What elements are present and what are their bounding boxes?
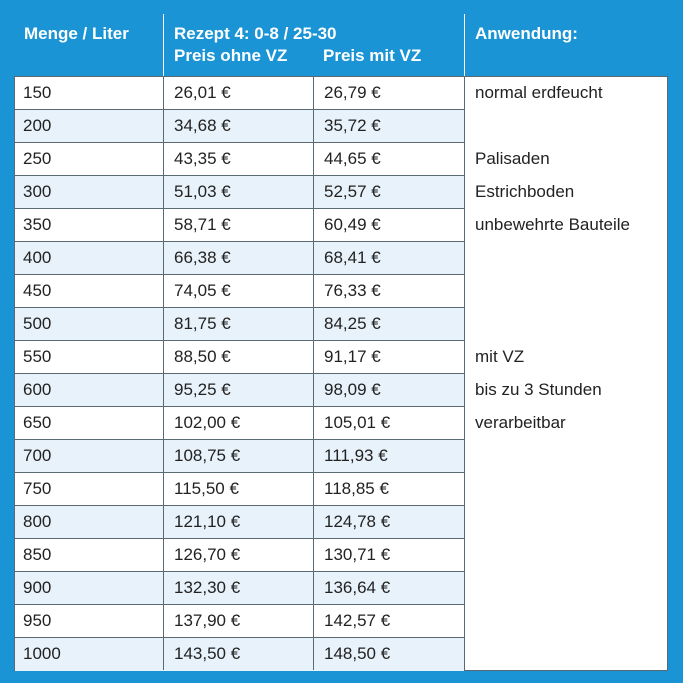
price-without-cell: 88,50 € (174, 347, 231, 366)
quantity-cell: 250 (23, 149, 52, 168)
price-with-cell: 124,78 € (324, 512, 391, 531)
price-without-cell: 34,68 € (174, 116, 231, 135)
price-with-cell: 105,01 € (324, 413, 391, 432)
table-row (15, 638, 464, 671)
price-without-cell: 143,50 € (174, 644, 241, 663)
application-note: verarbeitbar (475, 413, 566, 432)
table-row (15, 110, 464, 143)
header-divider (163, 14, 164, 76)
price-with-cell: 84,25 € (324, 314, 381, 333)
price-with-cell: 26,79 € (324, 83, 381, 102)
price-without-cell: 58,71 € (174, 215, 231, 234)
price-with-cell: 68,41 € (324, 248, 381, 267)
quantity-cell: 300 (23, 176, 51, 208)
quantity-cell: 1000 (23, 638, 61, 670)
header-recipe-title: Rezept 4: 0-8 / 25-30 (174, 24, 337, 43)
price-without-cell: 51,03 € (174, 182, 231, 201)
quantity-cell: 400 (23, 242, 51, 274)
price-without-cell: 132,30 € (174, 578, 241, 597)
table-row (15, 539, 464, 572)
price-without-cell: 74,05 € (174, 281, 231, 300)
quantity-cell: 500 (23, 308, 51, 340)
table-row (15, 308, 464, 341)
table-row (15, 605, 464, 638)
price-without-cell: 121,10 € (174, 512, 241, 531)
price-without-cell: 95,25 € (174, 380, 231, 399)
quantity-cell: 450 (23, 281, 52, 300)
price-without-cell: 108,75 € (174, 446, 241, 465)
application-note: bis zu 3 Stunden (475, 380, 602, 399)
price-with-cell: 118,85 € (324, 479, 389, 498)
quantity-cell: 150 (23, 83, 52, 102)
table-row (15, 572, 464, 605)
quantity-cell: 350 (23, 215, 52, 234)
table-row (15, 176, 464, 209)
header-quantity: Menge / Liter (24, 24, 129, 43)
quantity-cell: 700 (23, 440, 51, 472)
application-note: normal erdfeucht (475, 83, 603, 102)
price-with-cell: 44,65 € (324, 149, 381, 168)
table-row (15, 77, 464, 110)
table-row (15, 440, 464, 473)
quantity-cell: 200 (23, 110, 51, 142)
header-application: Anwendung: (475, 24, 578, 43)
table-row (15, 341, 464, 374)
quantity-cell: 550 (23, 347, 52, 366)
table-row (15, 209, 464, 242)
table-row (15, 275, 464, 308)
price-with-cell: 60,49 € (324, 215, 381, 234)
price-with-cell: 76,33 € (324, 281, 381, 300)
table-header (0, 0, 683, 76)
quantity-cell: 800 (23, 506, 51, 538)
price-with-cell: 111,93 € (324, 446, 388, 465)
application-note: unbewehrte Bauteile (475, 215, 631, 234)
quantity-cell: 600 (23, 374, 51, 406)
application-note: Palisaden (475, 149, 550, 168)
price-without-cell: 81,75 € (174, 314, 231, 333)
table-row (15, 242, 464, 275)
quantity-cell: 750 (23, 479, 52, 498)
price-without-cell: 26,01 € (174, 83, 231, 102)
price-with-cell: 148,50 € (324, 644, 391, 663)
price-table (14, 76, 668, 671)
header-price-with: Preis mit VZ (323, 46, 422, 65)
price-with-cell: 35,72 € (324, 116, 381, 135)
price-with-cell: 91,17 € (324, 347, 381, 366)
price-with-cell: 52,57 € (324, 182, 381, 201)
price-without-cell: 102,00 € (174, 413, 241, 432)
header-price-without: Preis ohne VZ (174, 46, 288, 65)
price-without-cell: 137,90 € (174, 611, 241, 630)
quantity-cell: 900 (23, 572, 51, 604)
table-row (15, 407, 464, 440)
application-note: Estrichboden (475, 182, 575, 201)
price-without-cell: 126,70 € (174, 545, 241, 564)
column-divider (464, 77, 465, 670)
price-without-cell: 66,38 € (174, 248, 231, 267)
price-with-cell: 130,71 € (324, 545, 391, 564)
column-divider (313, 77, 314, 670)
column-divider (163, 77, 164, 670)
price-without-cell: 115,50 € (174, 479, 239, 498)
quantity-cell: 950 (23, 611, 52, 630)
header-divider (464, 14, 465, 76)
price-with-cell: 142,57 € (324, 611, 391, 630)
table-row (15, 506, 464, 539)
table-row (15, 143, 464, 176)
price-with-cell: 136,64 € (324, 578, 391, 597)
application-note: mit VZ (475, 347, 525, 366)
quantity-cell: 650 (23, 413, 52, 432)
price-with-cell: 98,09 € (324, 380, 381, 399)
price-without-cell: 43,35 € (174, 149, 231, 168)
quantity-cell: 850 (23, 545, 52, 564)
table-row (15, 473, 464, 506)
table-row (15, 374, 464, 407)
